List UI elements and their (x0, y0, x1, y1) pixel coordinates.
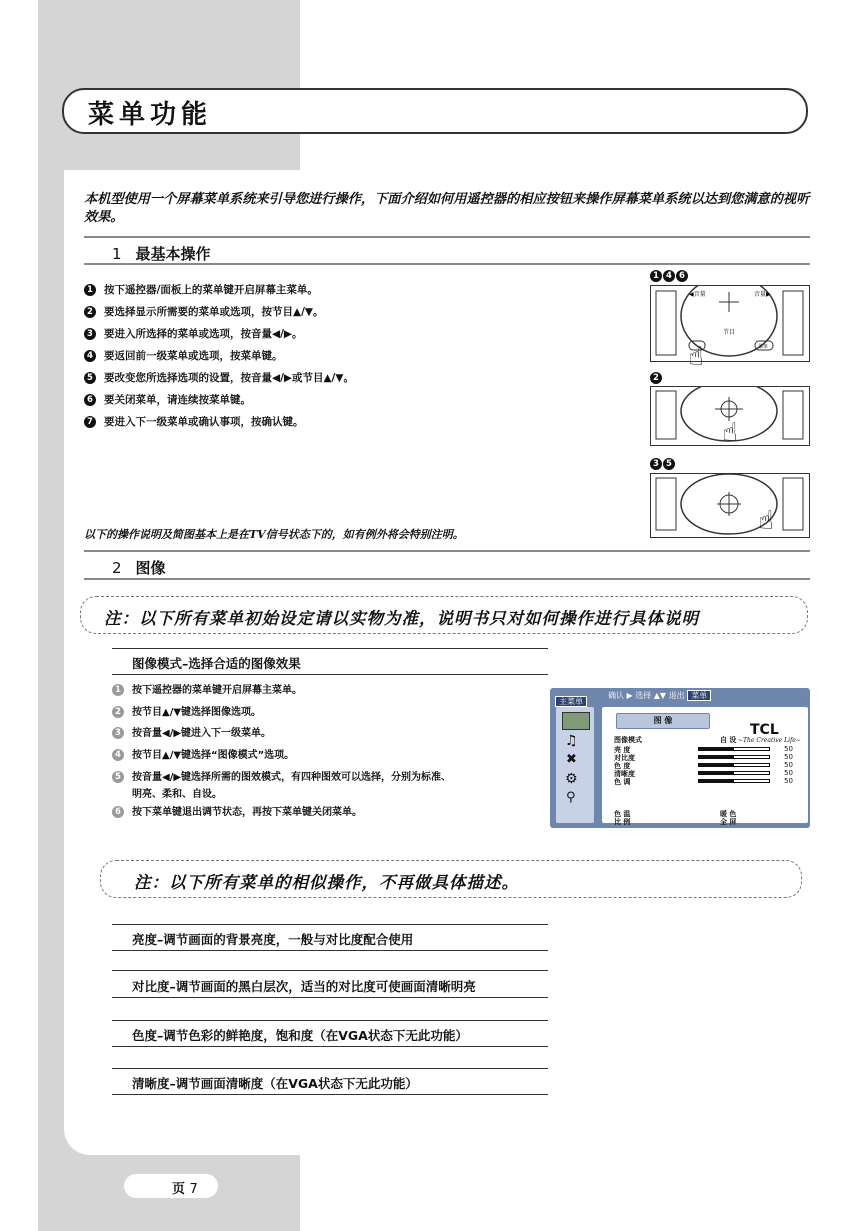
subtitle-top-line (112, 648, 548, 649)
feature-line (112, 1094, 548, 1095)
menu-header: 图 像 (616, 713, 710, 729)
step-text: 按下菜单键退出调节状态，再按下菜单键关闭菜单。 (132, 807, 362, 818)
page-number-value: 7 (189, 1182, 198, 1197)
section2-step (112, 771, 451, 785)
menu-row-label: 比 例 (614, 818, 631, 826)
step-number: 1 (112, 684, 124, 696)
step-text: 按节目▲/▼键选择图像选项。 (132, 707, 262, 718)
step-number: 5 (112, 771, 124, 783)
section1-heading (112, 243, 211, 264)
hand-pointer-icon: ☝ (722, 418, 738, 448)
label-badge: 1 (650, 270, 662, 282)
label-badge: 5 (663, 458, 675, 470)
program-text: 节目 (723, 329, 736, 336)
menu-row-number: 50 (784, 761, 793, 769)
menu-row-number: 50 (784, 753, 793, 761)
step-text: 要关闭菜单，请连续按菜单键。 (104, 394, 251, 406)
feature-line (112, 1046, 548, 1047)
hand-pointer-icon: ☝ (758, 506, 774, 536)
section1-title: 最基本操作 (135, 245, 211, 263)
step-text: 按音量◀/▶键选择所需的图效模式，有四种图效可以选择，分别为标准、 (132, 772, 452, 783)
note-text-1: 注：以下所有菜单初始设定请以实物为准，说明书只对如何操作进行具体说明 (104, 609, 699, 628)
image-mode-subtitle: 图像模式–选择合适的图像效果 (132, 656, 301, 671)
settings-icon: ⚙ (565, 771, 578, 787)
page-number-pill (124, 1174, 218, 1198)
step-text: 按音量◀/▶键进入下一级菜单。 (132, 728, 272, 739)
note-text-2: 注：以下所有菜单的相似操作，不再做具体描述。 (134, 873, 519, 892)
menu-row-value: 暖 色 (720, 810, 737, 818)
step-number: 2 (112, 706, 124, 718)
section1-top-rule (84, 236, 810, 238)
page-label: 页 (172, 1182, 186, 1197)
label-badge: 2 (650, 372, 662, 384)
menu-row-label: 色 调 (614, 778, 631, 786)
menu-row-label: 图像模式 (614, 736, 642, 744)
step-number: 4 (84, 350, 96, 362)
menu-row-number: 50 (784, 769, 793, 777)
menu-row-value: 自 设 (720, 736, 737, 744)
slider-fill (698, 771, 734, 775)
exit-menu-tag: 菜单 (687, 690, 711, 701)
feature-line (112, 924, 548, 925)
section1-step (84, 348, 283, 363)
step-number: 1 (84, 284, 96, 296)
step-text: 按下遥控器/面板上的菜单键开启屏幕主菜单。 (104, 284, 318, 296)
hand-pointer-icon: ☝ (688, 342, 704, 372)
slider-fill (698, 755, 734, 759)
remote-panel-1-svg (651, 286, 808, 360)
label-badge: 4 (663, 270, 675, 282)
section1-step (84, 392, 251, 407)
slider-fill (698, 747, 734, 751)
label-badge: 6 (676, 270, 688, 282)
step-text: 要选择显示所需要的菜单或选项，按节目▲/▼。 (104, 306, 324, 318)
step-number: 6 (112, 806, 124, 818)
menu-row-label: 清晰度 (614, 770, 635, 778)
section1-step (84, 282, 318, 297)
feature-contrast: 对比度–调节画面的黑白层次，适当的对比度可使画面清晰明亮 (132, 979, 476, 994)
menu-row-label: 色 温 (614, 810, 631, 818)
section2-title: 图像 (135, 559, 166, 577)
section2-heading (112, 557, 166, 578)
step-number: 6 (84, 394, 96, 406)
remote2-labels (650, 372, 670, 384)
menu-row-label: 亮 度 (614, 746, 631, 754)
step-text: 要进入所选择的菜单或选项，按音量◀/▶。 (104, 328, 303, 340)
picture-icon (562, 712, 590, 730)
subtitle-bottom-line (112, 674, 548, 675)
page-title: 菜单功能 (88, 100, 213, 130)
section2-bottom-rule (84, 578, 810, 580)
vol-down-text: ◀音量 (689, 291, 706, 298)
tools-icon: ✖ (566, 752, 577, 767)
remote-illustration-3 (650, 473, 810, 538)
section2-step (112, 727, 271, 741)
step-number: 7 (84, 416, 96, 428)
feature-brightness: 亮度–调节画面的背景亮度，一般与对比度配合使用 (132, 932, 414, 947)
section1-note: 以下的操作说明及简图基本上是在TV信号状态下的，如有例外将会特别注明。 (84, 528, 464, 541)
section1-step (84, 304, 323, 319)
menu-main-tag-wrap (555, 689, 587, 708)
step-number: 5 (84, 372, 96, 384)
feature-line (112, 1020, 548, 1021)
menu-row-label: 对比度 (614, 754, 635, 762)
remote-illustration-1 (650, 285, 810, 362)
section1-step (84, 370, 354, 385)
menu-row-label: 色 度 (614, 762, 631, 770)
brand-slogan: ~The Creative Life~ (738, 737, 801, 744)
step-number: 2 (84, 306, 96, 318)
step-text: 按节目▲/▼键选择“图像模式”选项。 (132, 750, 295, 761)
page-number (172, 1178, 198, 1197)
vol-up-text: 音量▶ (754, 291, 771, 298)
step-text: 按下遥控器的菜单键开启屏幕主菜单。 (132, 685, 302, 696)
feature-line (112, 1068, 548, 1069)
brand-logo: TCL (750, 722, 779, 738)
section1-step (84, 414, 304, 429)
step-number: 3 (112, 727, 124, 739)
section2-top-rule (84, 550, 810, 552)
step-text: 要返回前一级菜单或选项，按菜单键。 (104, 350, 283, 362)
section2-step (112, 806, 362, 820)
step-number: 3 (84, 328, 96, 340)
section2-step (112, 684, 302, 698)
menu-row-number: 50 (784, 745, 793, 753)
section2-step (112, 749, 294, 763)
label-badge: 3 (650, 458, 662, 470)
section2-number: 2 (112, 559, 122, 577)
step-number: 4 (112, 749, 124, 761)
section1-step (84, 326, 302, 341)
menu-text: 菜单 (758, 344, 769, 350)
main-menu-tag: 主菜单 (555, 696, 587, 707)
section2-step (112, 706, 261, 720)
sound-icon: ♫ (565, 733, 578, 749)
feature-saturation: 色度–调节色彩的鲜艳度，饱和度（在VGA状态下无此功能） (132, 1028, 468, 1043)
menu-nav-hint (608, 690, 711, 701)
search-icon: ⚲ (566, 790, 576, 805)
section1-number: 1 (112, 245, 122, 263)
feature-line (112, 950, 548, 951)
feature-sharpness: 清晰度–调节画面清晰度（在VGA状态下无此功能） (132, 1076, 418, 1091)
step-text: 要改变您所选择选项的设置，按音量◀/▶或节目▲/▼。 (104, 372, 354, 384)
step-text: 要进入下一级菜单或确认事项，按确认键。 (104, 416, 304, 428)
feature-line (112, 970, 548, 971)
menu-nav-text: 确认 ▶ 选择 ▲▼ 退出 (608, 691, 685, 700)
remote-panel-3-svg (651, 474, 808, 536)
slider-fill (698, 763, 734, 767)
menu-row-number: 50 (784, 777, 793, 785)
intro-text: 本机型使用一个屏幕菜单系统来引导您进行操作，下面介绍如何用遥控器的相应按钮来操作屏幕菜单系统以达到您满意的视听效果。 (84, 192, 810, 225)
feature-line (112, 997, 548, 998)
remote1-labels (650, 270, 696, 282)
section2-step-continued: 明亮、柔和、自设。 (132, 789, 222, 800)
section1-bottom-rule (84, 263, 810, 265)
slider-fill (698, 779, 734, 783)
remote3-labels (650, 458, 683, 470)
menu-row-value: 全 屏 (720, 818, 737, 826)
